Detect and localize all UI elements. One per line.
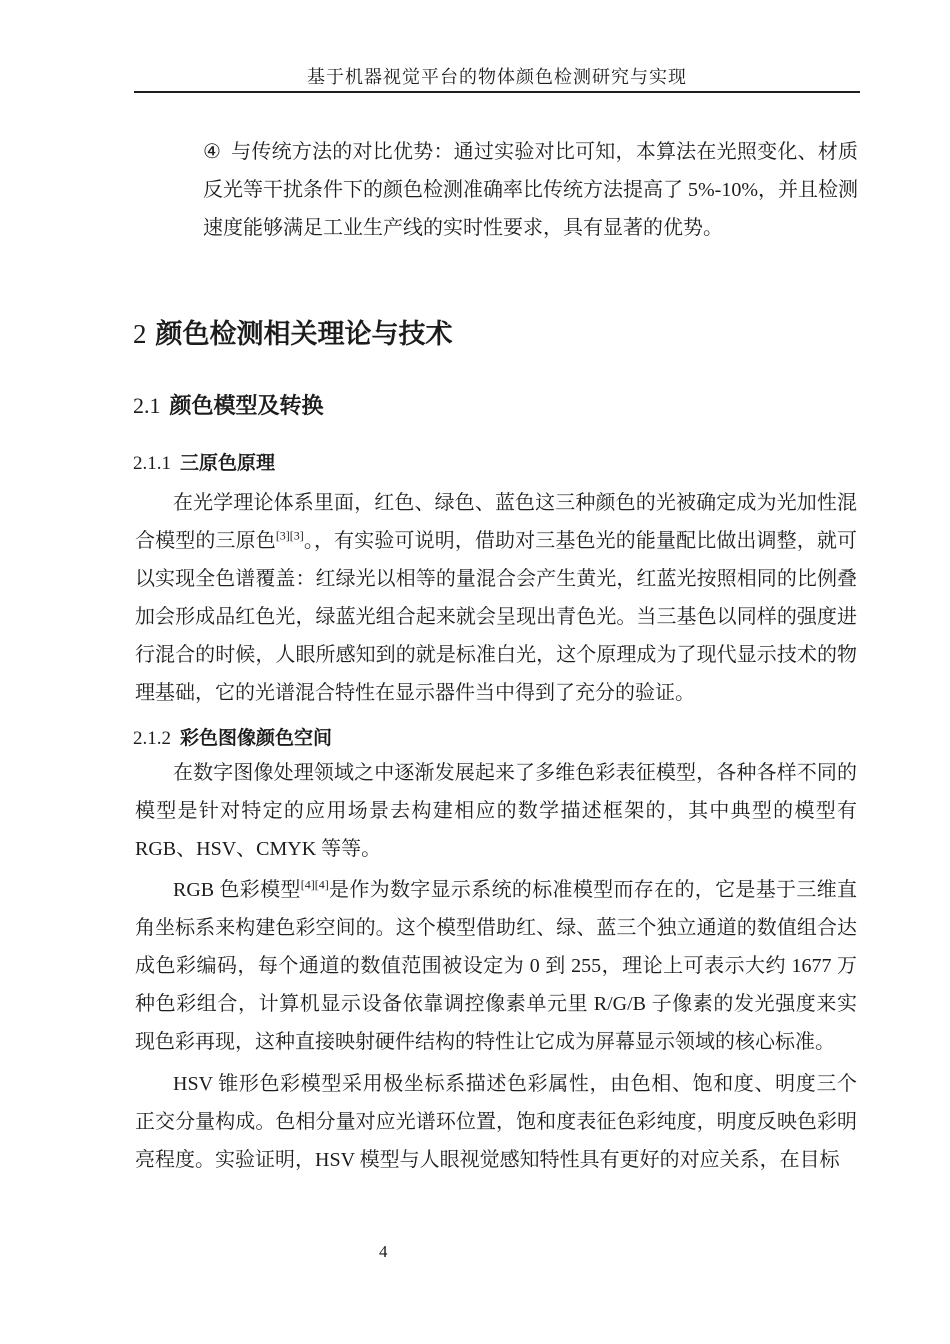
subsection-title: 彩色图像颜色空间 — [180, 728, 333, 749]
paragraph-color-space-intro — [135, 754, 857, 868]
chapter-heading — [133, 318, 453, 350]
running-header-title: 基于机器视觉平台的物体颜色检测研究与实现 — [307, 67, 687, 87]
chapter-title: 颜色检测相关理论与技术 — [155, 319, 453, 349]
section-number: 2.1 — [133, 393, 161, 418]
chapter-number: 2 — [133, 319, 147, 349]
citation-superscript: [4][4] — [300, 877, 329, 892]
page-number: 4 — [379, 1242, 388, 1261]
list-item-text: 与传统方法的对比优势：通过实验对比可知，本算法在光照变化、材质反光等干扰条件下的颜色检测准确率比传统方法提高了 5%-10%，并且检测速度能够满足工业生产线的实时性要求，具有显著的优势。 — [203, 141, 859, 239]
paragraph-tricolor-principle — [135, 484, 857, 712]
paragraph-text: 。，有实验可说明，借助对三基色光的能量配比做出调整，就可以实现全色谱覆盖：红绿光以相等的量混合会产生黄光，红蓝光按照相同的比例叠加会形成品红色光，绿蓝光组合起来就会呈现出青色光。当三基色以同样的强度进行混合的时候，人眼所感知到的就是标准白光，这个原理成为了现代显示技术的物理基础，它的光谱混合特性在显示器件当中得到了充分的验证。 — [135, 530, 858, 704]
paragraph-text: 是作为数字显示系统的标准模型而存在的，它是基于三维直角坐标系来构建色彩空间的。这个模型借助红、绿、蓝三个独立通道的数值组合达成色彩编码，每个通道的数值范围被设定为 0 到 255，理论上可表示大约 1677 万种色彩组合，计算机显示设备依靠调控像素单元里 R/G/B 子像素的发光强度来实现色彩再现，这种直接映射硬件结构的特性让它成为屏幕显示领域的核心标准。 — [135, 879, 857, 1053]
paragraph-text: RGB 色彩模型 — [173, 879, 301, 901]
subsection-heading-2-1-2 — [133, 727, 332, 751]
subsection-heading-2-1-1 — [133, 452, 275, 476]
paragraph-rgb-model — [135, 871, 857, 1061]
paragraph-text: HSV 锥形色彩模型采用极坐标系描述色彩属性，由色相、饱和度、明度三个正交分量构成。色相分量对应光谱环位置，饱和度表征色彩纯度，明度反映色彩明亮程度。实验证明，HSV 模型与人眼视觉感知特性具有更好的对应关系，在目标 — [135, 1073, 857, 1171]
subsection-title: 三原色原理 — [180, 453, 276, 474]
list-item-marker: ④ — [203, 141, 222, 163]
subsection-number: 2.1.1 — [133, 453, 171, 474]
section-title: 颜色模型及转换 — [169, 393, 324, 418]
paragraph-text: 在光学理论体系里面，红色、绿色、蓝色这三种颜色的光被确定成为光加性混合模型的三原色 — [135, 492, 857, 552]
section-heading — [133, 392, 324, 419]
paragraph-hsv-model — [135, 1065, 857, 1179]
subsection-number: 2.1.2 — [133, 728, 171, 749]
header-rule — [134, 91, 860, 93]
paragraph-text: 在数字图像处理领域之中逐渐发展起来了多维色彩表征模型，各种各样不同的模型是针对特定的应用场景去构建相应的数学描述框架的，其中典型的模型有 RGB、HSV、CMYK 等等。 — [135, 762, 857, 860]
citation-superscript: [3][3] — [275, 528, 304, 543]
list-item — [203, 133, 858, 247]
